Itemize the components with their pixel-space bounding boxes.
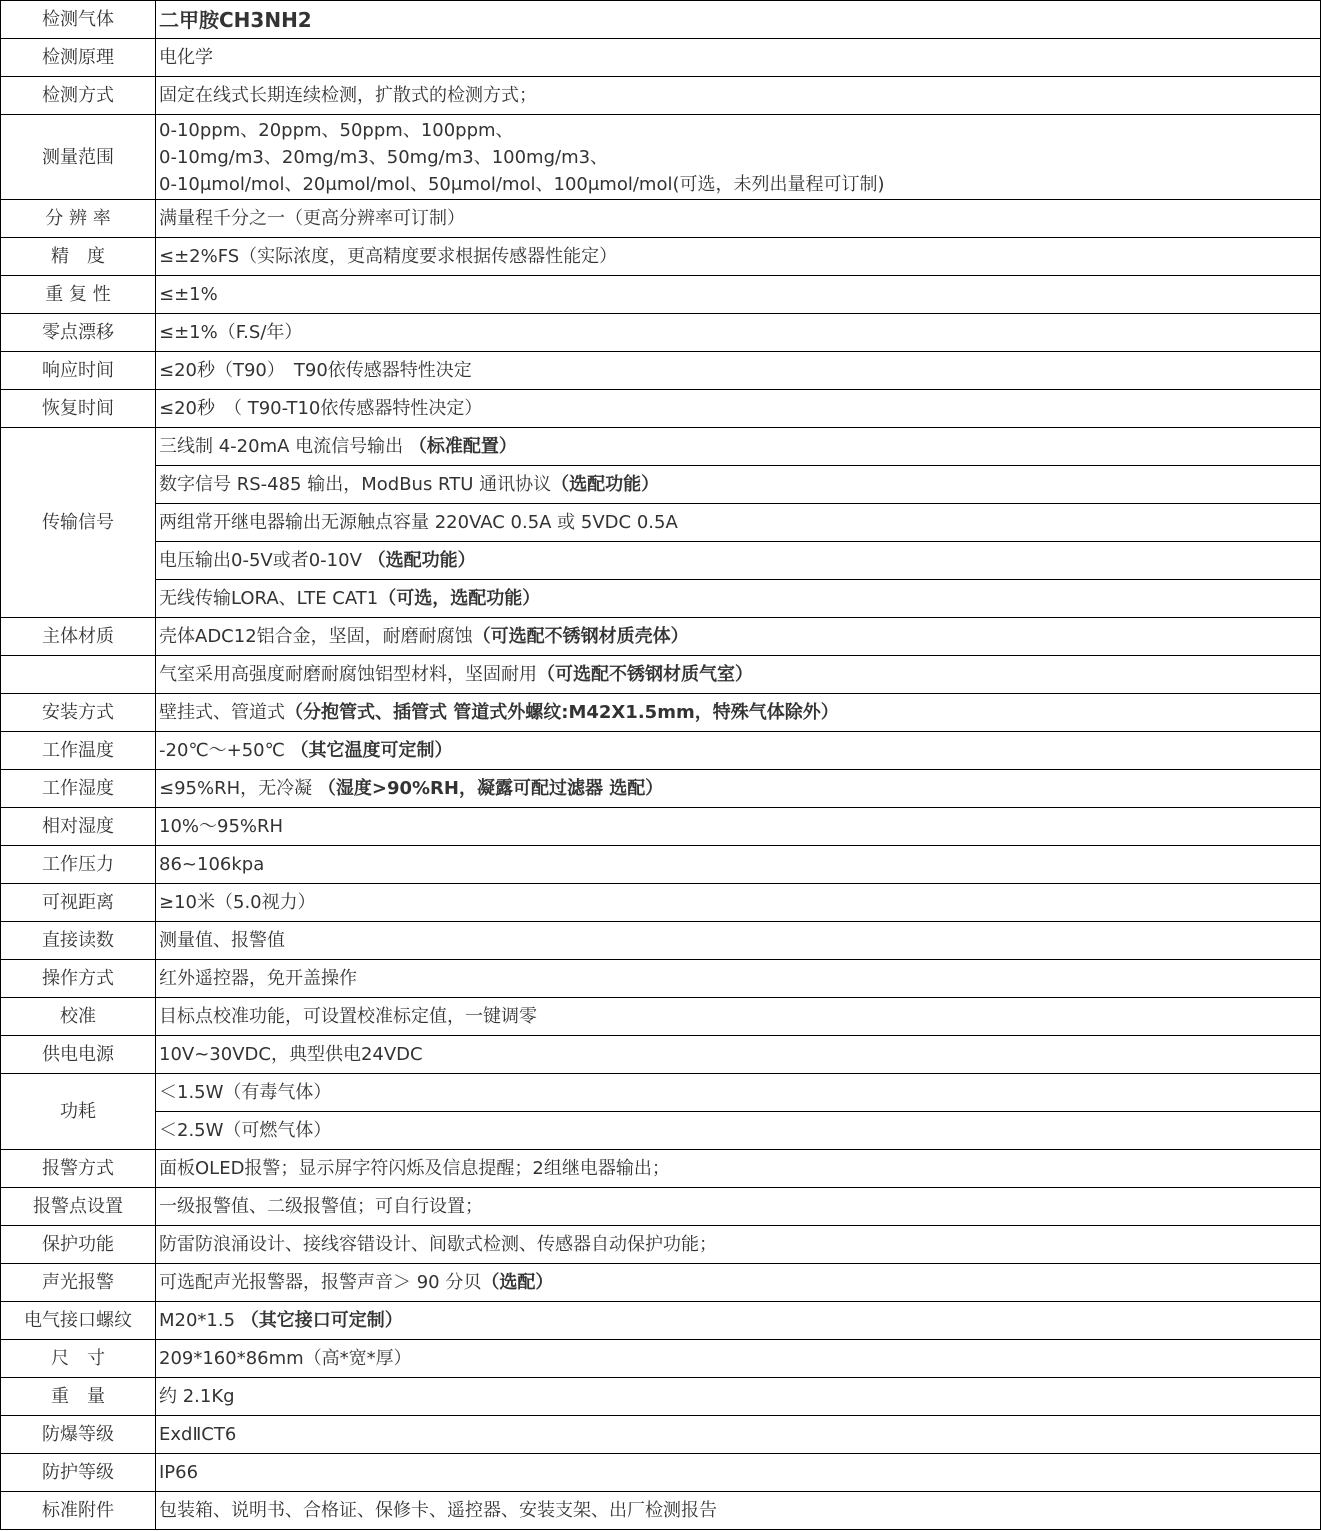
signal-emph: （选配功能）: [367, 549, 476, 571]
spec-row-power: [1, 1036, 1321, 1074]
spec-label: 重 复 性: [1, 276, 156, 314]
spec-label: 供电电源: [1, 1036, 156, 1074]
spec-label: 工作压力: [1, 846, 156, 884]
spec-row-signal: [1, 542, 1321, 580]
value-emph: （湿度>90%RH，凝露可配过滤器 选配）: [317, 777, 664, 799]
spec-value: [156, 770, 1321, 808]
spec-label: 安装方式: [1, 694, 156, 732]
spec-label: 报警方式: [1, 1150, 156, 1188]
spec-row-ex-grade: [1, 1416, 1321, 1454]
value-emph: （其它接口可定制）: [240, 1309, 403, 1331]
spec-row-chamber: [1, 656, 1321, 694]
signal-emph: （标准配置）: [408, 435, 517, 457]
signal-item: [156, 428, 1321, 466]
spec-value: [156, 656, 1321, 694]
spec-row-signal: [1, 504, 1321, 542]
spec-label: 精 度: [1, 238, 156, 276]
spec-label: 响应时间: [1, 352, 156, 390]
spec-label: 零点漂移: [1, 314, 156, 352]
range-line: 0-10ppm、20ppm、50ppm、100ppm、: [159, 119, 514, 141]
spec-row-thread: [1, 1302, 1321, 1340]
spec-label: 标准附件: [1, 1492, 156, 1530]
spec-value: ExdⅡCT6: [156, 1416, 1321, 1454]
spec-row-pressure: [1, 846, 1321, 884]
spec-value: 209*160*86mm（高*宽*厚）: [156, 1340, 1321, 1378]
spec-value: ≤±1%（F.S/年）: [156, 314, 1321, 352]
spec-row-consumption: [1, 1074, 1321, 1112]
spec-label: 测量范围: [1, 115, 156, 200]
spec-label: 工作温度: [1, 732, 156, 770]
spec-row-weight: [1, 1378, 1321, 1416]
spec-row-method: [1, 77, 1321, 115]
spec-row-zero-drift: [1, 314, 1321, 352]
spec-label: 电气接口螺纹: [1, 1302, 156, 1340]
spec-row-signal: [1, 428, 1321, 466]
range-line: 0-10μmol/mol、20μmol/mol、50μmol/mol、100μmol/mol(可选，未列出量程可订制): [159, 173, 885, 195]
spec-row-consumption: [1, 1112, 1321, 1150]
spec-label: 检测气体: [1, 1, 156, 39]
spec-value: 红外遥控器，免开盖操作: [156, 960, 1321, 998]
spec-label: 检测方式: [1, 77, 156, 115]
spec-value: 满量程千分之一（更高分辨率可订制）: [156, 200, 1321, 238]
spec-row-work-temp: [1, 732, 1321, 770]
spec-row-signal: [1, 580, 1321, 618]
spec-label: 恢复时间: [1, 390, 156, 428]
value-text: M20*1.5: [159, 1309, 241, 1331]
spec-value: ≤±2%FS（实际浓度，更高精度要求根据传感器性能定）: [156, 238, 1321, 276]
value-emph: （选配）: [481, 1271, 554, 1293]
spec-row-principle: [1, 39, 1321, 77]
spec-value: [156, 115, 1321, 200]
spec-label: 防爆等级: [1, 1416, 156, 1454]
spec-row-resolution: [1, 200, 1321, 238]
signal-item: [156, 542, 1321, 580]
spec-row-sound-light: [1, 1264, 1321, 1302]
spec-value: 测量值、报警值: [156, 922, 1321, 960]
spec-row-accessories: [1, 1492, 1321, 1530]
spec-label: 可视距离: [1, 884, 156, 922]
spec-value: ≤20秒（T90） T90依传感器特性决定: [156, 352, 1321, 390]
spec-value: 固定在线式长期连续检测，扩散式的检测方式；: [156, 77, 1321, 115]
value-text: -20℃～+50℃: [159, 739, 291, 761]
spec-label: 尺 寸: [1, 1340, 156, 1378]
value-emph: （可选配不锈钢材质壳体）: [472, 625, 689, 647]
spec-row-accuracy: [1, 238, 1321, 276]
spec-value: 目标点校准功能，可设置校准标定值，一键调零: [156, 998, 1321, 1036]
spec-value: [156, 1302, 1321, 1340]
spec-value: ＜2.5W（可燃气体）: [156, 1112, 1321, 1150]
spec-label: 分 辨 率: [1, 200, 156, 238]
spec-row-protection: [1, 1226, 1321, 1264]
spec-row-range: [1, 115, 1321, 200]
spec-label: 相对湿度: [1, 808, 156, 846]
spec-label: [1, 656, 156, 694]
value-text: 壁挂式、管道式: [159, 701, 285, 723]
spec-row-alarm-points: [1, 1188, 1321, 1226]
signal-text: 数字信号 RS-485 输出，ModBus RTU 通讯协议: [159, 473, 552, 495]
spec-label: 防护等级: [1, 1454, 156, 1492]
spec-value: 电化学: [156, 39, 1321, 77]
spec-value: 二甲胺CH3NH2: [156, 1, 1321, 39]
spec-row-repeatability: [1, 276, 1321, 314]
spec-row-reading: [1, 922, 1321, 960]
spec-label: 功耗: [1, 1074, 156, 1150]
spec-label: 保护功能: [1, 1226, 156, 1264]
signal-text: 三线制 4-20mA 电流信号输出: [159, 435, 409, 457]
spec-value: 10%～95%RH: [156, 808, 1321, 846]
signal-item: [156, 466, 1321, 504]
spec-row-response: [1, 352, 1321, 390]
spec-value: 防雷防浪涌设计、接线容错设计、间歇式检测、传感器自动保护功能；: [156, 1226, 1321, 1264]
value-text: ≤95%RH，无冷凝: [159, 777, 318, 799]
spec-row-calibration: [1, 998, 1321, 1036]
spec-row-signal: [1, 466, 1321, 504]
spec-value: 面板OLED报警；显示屏字符闪烁及信息提醒；2组继电器输出；: [156, 1150, 1321, 1188]
spec-value: [156, 1264, 1321, 1302]
signal-text: 无线传输LORA、LTE CAT1: [159, 587, 379, 609]
signal-emph: （可选，选配功能）: [378, 587, 541, 609]
spec-row-size: [1, 1340, 1321, 1378]
spec-label: 操作方式: [1, 960, 156, 998]
spec-value: [156, 694, 1321, 732]
spec-value: 包装箱、说明书、合格证、保修卡、遥控器、安装支架、出厂检测报告: [156, 1492, 1321, 1530]
range-line: 0-10mg/m3、20mg/m3、50mg/m3、100mg/m3、: [159, 146, 609, 168]
spec-value: 86~106kpa: [156, 846, 1321, 884]
spec-value: IP66: [156, 1454, 1321, 1492]
spec-label: 检测原理: [1, 39, 156, 77]
value-text: 气室采用高强度耐磨耐腐蚀铝型材料，坚固耐用: [159, 663, 537, 685]
spec-label: 校准: [1, 998, 156, 1036]
value-emph: （可选配不锈钢材质气室）: [537, 663, 753, 685]
spec-label: 主体材质: [1, 618, 156, 656]
spec-label: 声光报警: [1, 1264, 156, 1302]
value-text: 壳体ADC12铝合金，坚固，耐磨耐腐蚀: [159, 625, 473, 647]
spec-value: [156, 732, 1321, 770]
signal-emph: （选配功能）: [551, 473, 660, 495]
spec-row-work-humidity: [1, 770, 1321, 808]
spec-row-ip-grade: [1, 1454, 1321, 1492]
spec-label: 重 量: [1, 1378, 156, 1416]
spec-value: [156, 618, 1321, 656]
spec-value: ＜1.5W（有毒气体）: [156, 1074, 1321, 1112]
spec-row-alarm: [1, 1150, 1321, 1188]
spec-row-rel-humidity: [1, 808, 1321, 846]
spec-row-operation: [1, 960, 1321, 998]
spec-row-material: [1, 618, 1321, 656]
spec-row-gas: [1, 1, 1321, 39]
spec-label: 工作湿度: [1, 770, 156, 808]
spec-label: 传输信号: [1, 428, 156, 618]
signal-item: [156, 504, 1321, 542]
value-text: 可选配声光报警器，报警声音＞ 90 分贝: [159, 1271, 482, 1293]
value-emph: （其它温度可定制）: [290, 739, 453, 761]
signal-text: 两组常开继电器输出无源触点容量 220VAC 0.5A 或 5VDC 0.5A: [159, 511, 678, 533]
spec-value: ≥10米（5.0视力）: [156, 884, 1321, 922]
spec-row-install: [1, 694, 1321, 732]
signal-item: [156, 580, 1321, 618]
spec-value: 一级报警值、二级报警值；可自行设置；: [156, 1188, 1321, 1226]
spec-value: 10V~30VDC，典型供电24VDC: [156, 1036, 1321, 1074]
spec-value: 约 2.1Kg: [156, 1378, 1321, 1416]
spec-row-recovery: [1, 390, 1321, 428]
spec-row-visual: [1, 884, 1321, 922]
value-emph: （分抱管式、插管式 管道式外螺纹:M42X1.5mm，特殊气体除外）: [285, 701, 839, 723]
spec-label: 报警点设置: [1, 1188, 156, 1226]
spec-label: 直接读数: [1, 922, 156, 960]
spec-value: ≤±1%: [156, 276, 1321, 314]
signal-text: 电压输出0-5V或者0-10V: [159, 549, 368, 571]
spec-value: ≤20秒 （ T90-T10依传感器特性决定）: [156, 390, 1321, 428]
